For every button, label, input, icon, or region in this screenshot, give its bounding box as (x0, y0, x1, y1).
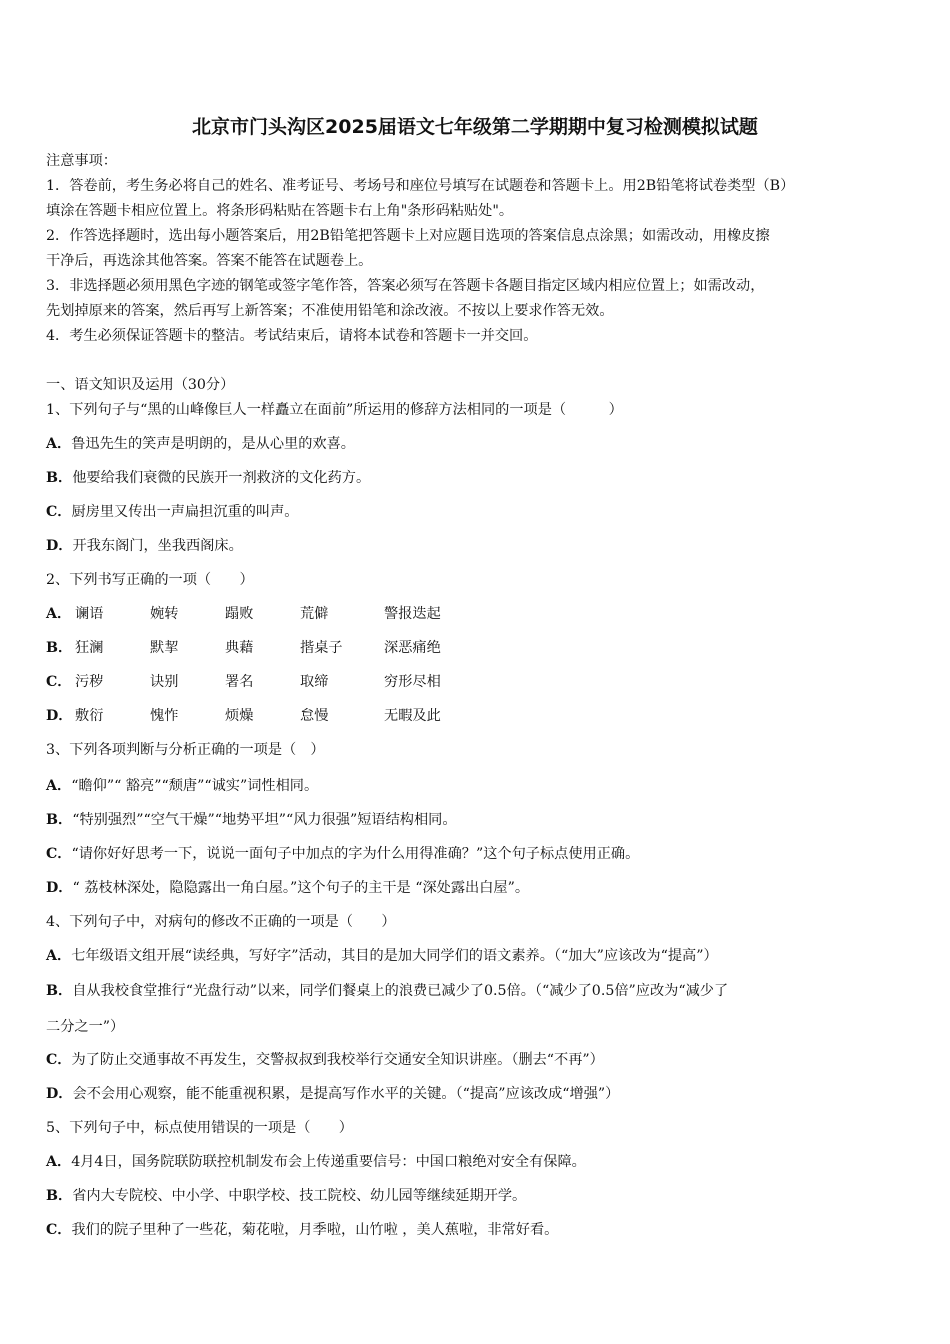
option-label: C． (46, 1052, 72, 1068)
option-label: D． (46, 1086, 73, 1102)
notice-line: 2．作答选择题时，选出每小题答案后，用2B铅笔把答题卡上对应题目选项的答案信息点涂黑；如需改动，用橡皮擦 (46, 228, 770, 244)
word-cell: 署名 (225, 674, 254, 690)
option-row (46, 502, 299, 522)
notice-line: 先划掉原来的答案，然后再写上新答案；不准使用铅笔和涂改液。不按以上要求作答无效。 (46, 303, 614, 319)
option-row (46, 536, 243, 556)
word-cell: 荒僻 (300, 606, 329, 622)
option-row (46, 468, 370, 488)
option-text: 厨房里又传出一声扁担沉重的叫声。 (71, 504, 299, 520)
option-label: C． (46, 846, 72, 862)
option-text: “特别强烈”“空气干燥”“地势平坦”“风力很强”短语结构相同。 (72, 812, 457, 828)
word-cell: 婉转 (150, 606, 179, 622)
option-label: C． (46, 1222, 72, 1238)
word-cell: 典藉 (225, 640, 254, 656)
word-cell: 揩桌子 (300, 640, 343, 656)
option-label: B． (46, 983, 73, 999)
option-row (46, 810, 457, 830)
word-cell: 污秽 (75, 674, 104, 690)
question-stem: 2、下列书写正确的一项（ ） (46, 572, 254, 588)
option-text: 会不会用心观察，能不能重视积累，是提高写作水平的关键。（“提高”应该改成“增强”） (72, 1086, 620, 1102)
word-cell: 默挈 (150, 640, 179, 656)
notice-line: 填涂在答题卡相应位置上。将条形码粘贴在答题卡右上角"条形码粘贴处"。 (46, 203, 514, 219)
option-row (46, 1050, 604, 1070)
word-cell: 无暇及此 (384, 708, 441, 724)
option-text: 七年级语文组开展“读经典，写好字”活动，其目的是加大同学们的语文素养。（“加大”应该改为“提高”） (71, 948, 718, 964)
word-cell: 愧怍 (150, 708, 179, 724)
option-text: 自从我校食堂推行“光盘行动”以来，同学们餐桌上的浪费已减少了0.5倍。（“减少了0.5倍”应改为“减少了 (72, 983, 729, 999)
option-label: D． (46, 880, 73, 896)
option-label: A． (46, 948, 72, 964)
option-row (46, 1152, 586, 1172)
option-row (46, 434, 355, 454)
word-cell: 蹋败 (225, 606, 254, 622)
option-text: “请你好好思考一下，说说一面句子中加点的字为什么用得准确？”这个句子标点使用正确。 (71, 846, 640, 862)
option-label: B． (46, 812, 73, 828)
word-cell: 烦燥 (225, 708, 254, 724)
option-text: 开我东阁门，坐我西阁床。 (72, 538, 243, 554)
notice-line: 1．答卷前，考生务必将自己的姓名、准考证号、考场号和座位号填写在试题卷和答题卡上。用2B铅笔将试卷类型（B） (46, 178, 795, 194)
option-row (46, 1084, 619, 1104)
option-label: B． (46, 640, 73, 656)
option-row (46, 1186, 526, 1206)
word-cell: 警报迭起 (384, 606, 441, 622)
option-row (46, 776, 318, 796)
word-cell: 诀别 (150, 674, 179, 690)
option-label: D． (46, 538, 73, 554)
option-row (46, 1220, 558, 1240)
option-row (46, 844, 639, 864)
option-label: D． (46, 708, 73, 724)
word-cell: 深恶痛绝 (384, 640, 441, 656)
notice-line: 3．非选择题必须用黑色字迹的钢笔或签字笔作答，答案必须写在答题卡各题目指定区域内相应位置上；如需改动， (46, 278, 765, 294)
section-heading: 一、语文知识及运用（30分） (46, 377, 235, 393)
option-text: 4月4日，国务院联防联控机制发布会上传递重要信号：中国口粮绝对安全有保障。 (71, 1154, 586, 1170)
option-label: A． (46, 1154, 72, 1170)
option-label: C． (46, 674, 72, 690)
notice-line: 4．考生必须保证答题卡的整洁。考试结束后，请将本试卷和答题卡一并交回。 (46, 328, 538, 344)
option-text: 为了防止交通事故不再发生，交警叔叔到我校举行交通安全知识讲座。（删去“不再”） (71, 1052, 604, 1068)
question-stem: 3、下列各项判断与分析正确的一项是（ ） (46, 742, 325, 758)
option-row (46, 946, 718, 966)
option-label: A． (46, 606, 72, 622)
option-label: C． (46, 504, 72, 520)
option-label: A． (46, 436, 72, 452)
word-cell: 怠慢 (300, 708, 329, 724)
option-label: B． (46, 470, 73, 486)
option-text: 我们的院子里种了一些花，菊花啦，月季啦，山竹啦 ，美人蕉啦，非常好看。 (71, 1222, 559, 1238)
word-cell: 谰语 (75, 606, 104, 622)
option-text: 省内大专院校、中小学、中职学校、技工院校、幼儿园等继续延期开学。 (72, 1188, 527, 1204)
option-text: “ 荔枝林深处，隐隐露出一角白屋。”这个句子的主干是 “深处露出白屋”。 (72, 880, 530, 896)
option-continuation: 二分之一”） (46, 1019, 125, 1035)
word-cell: 取缔 (300, 674, 329, 690)
option-text: “瞻仰”“ 豁亮”“颓唐”“诚实”词性相同。 (71, 778, 319, 794)
word-cell: 穷形尽相 (384, 674, 441, 690)
option-label: A． (46, 778, 72, 794)
option-label: B． (46, 1188, 73, 1204)
notice-heading: 注意事项： (46, 153, 117, 169)
notice-line: 干净后，再选涂其他答案。答案不能答在试题卷上。 (46, 253, 373, 269)
question-stem: 4、下列句子中，对病句的修改不正确的一项是（ ） (46, 914, 396, 930)
page-title: 北京市门头沟区2025届语文七年级第二学期期中复习检测模拟试题 (192, 116, 758, 138)
option-row (46, 878, 529, 898)
word-cell: 狂澜 (75, 640, 104, 656)
question-stem: 5、下列句子中，标点使用错误的一项是（ ） (46, 1120, 353, 1136)
option-text: 他要给我们衰微的民族开一剂救济的文化药方。 (72, 470, 371, 486)
word-cell: 敷衍 (75, 708, 104, 724)
option-row (46, 981, 728, 1001)
option-text: 鲁迅先生的笑声是明朗的，是从心里的欢喜。 (71, 436, 355, 452)
question-stem: 1、下列句子与“黑的山峰像巨人一样矗立在面前”所运用的修辞方法相同的一项是（ ） (46, 402, 623, 418)
